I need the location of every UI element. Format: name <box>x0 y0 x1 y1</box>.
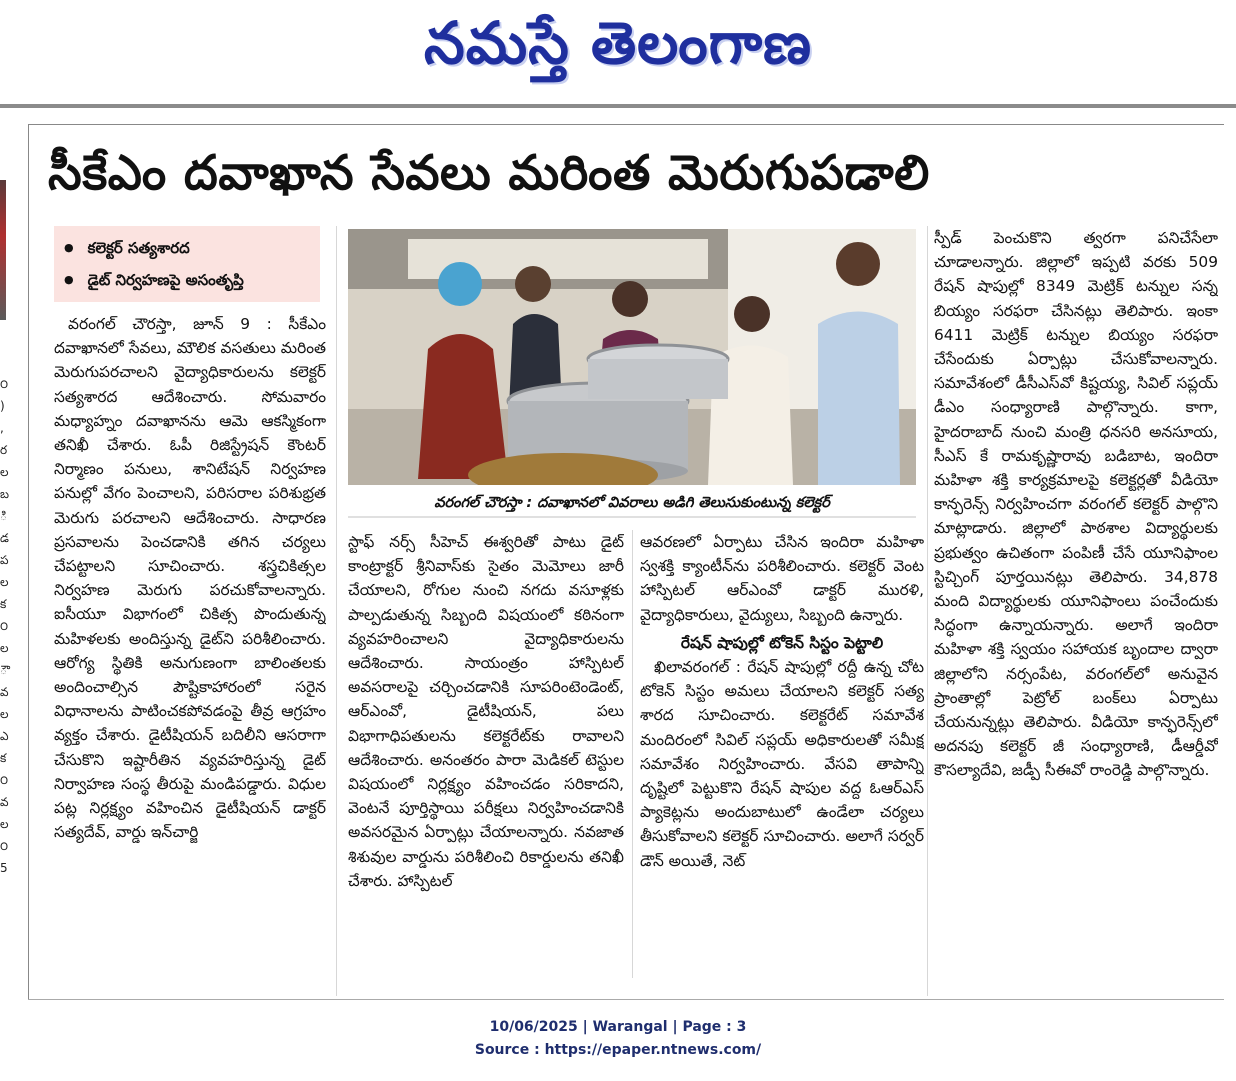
column-text: ఖిలావరంగల్ : రేషన్ షాపుల్లో రద్దీ ఉన్న చోట టోకెన్ సిస్టం అమలు చేయాలని కలెక్టర్ సత్య శారద సూచించారు. కలెక్టరేట్ సమావేశ మందిరంలో సివిల్ సప్లయ్ అధికారులతో సమీక్ష సమావేశం నిర్వహించారు. వేసవి తాపాన్ని దృష్టిలో పెట్టుకొని రేషన్ షాపుల వద్ద ఓఆర్ఎస్ ప్యాకెట్లను అందుబాటులో ఉండేలా చర్యలు తీసుకోవాలని కలెక్టర్ సూచించారు. అలాగే సర్వర్ డౌన్ అయితే, నెట్ <box>640 658 924 870</box>
margin-mark: ౦ <box>0 377 9 391</box>
footer-source-line: Source : https://epaper.ntnews.com/ <box>474 1042 762 1058</box>
masthead <box>0 0 1236 100</box>
photo-illustration <box>348 229 916 485</box>
margin-mark: బ <box>0 487 10 501</box>
column-text: స్టాఫ్ నర్స్ సీహెచ్ ఈశ్వరితో పాటు డైట్ కాంట్రాక్టర్ శ్రీనివాస్‌కు సైతం మెమోలు జారీ చేయాలని, రోగుల నుంచి నగదు వసూళ్లకు పాల్పడుతున్న సిబ్బంది విషయంలో కఠినంగా వ్యవహరించాలని వైద్యాధికారులను ఆదేశించారు. సాయంత్రం హాస్పిటల్ అవసరాలపై చర్చించడానికి సూపరింటెండెంట్, ఆర్‌ఎంవో, డైటీషియన్, పలు విభాగాధిపతులను కలెక్టరేట్‌కు రావాలని ఆదేశించారు. అనంతరం పారా మెడికల్ టెస్టుల విషయంలో నిర్లక్ష్యం వహించడం సరికాదని, వెంటనే పూర్తిస్థాయి పరీక్షలు నిర్వహించడానికి అవసరమైన ఏర్పాట్లు చేయాలన్నారు. నవజాత శిశువుల వార్డును పరిశీలించి రికార్డులను తనిఖీ చేశారు. హాస్పిటల్ <box>348 533 624 890</box>
margin-mark: ౌ <box>0 663 7 677</box>
margin-mark: ల <box>0 465 9 479</box>
column-divider <box>927 226 928 996</box>
photo-caption: వరంగల్ చౌరస్తా : దవాఖానలో వివరాలు అడిగి తెలుసుకుంటున్న కలెక్టర్ <box>348 488 916 518</box>
column-divider <box>336 226 337 996</box>
margin-mark: ఎ <box>0 729 9 743</box>
margin-mark: ప <box>0 553 9 567</box>
adjacent-column-edge <box>0 370 10 990</box>
margin-mark: ల <box>0 575 9 589</box>
newspaper-logo: నమస్తే తెలంగాణ <box>424 8 812 77</box>
article-column-2 <box>348 530 624 978</box>
column-text: వరంగల్ చౌరస్తా, జూన్ 9 : సీకేఎం దవాఖానలో సేవలు, మౌలిక వసతులు మరింత మెరుగుపరచాలని వైద్యాధికారులను కలెక్టర్ సత్యశారద ఆదేశించారు. సోమవారం మధ్యాహ్నం దవాఖానను ఆమె ఆకస్మికంగా తనిఖీ చేశారు. ఓపీ రిజిస్ట్రేషన్ కౌంటర్ నిర్మాణం పనులు, శానిటేషన్ నిర్వహణ పనుల్లో వేగం పెంచాలని, పరిసరాల పరిశుభ్రత మెరుగు పరచాలని ఆదేశించారు. సాధారణ ప్రసవాలను పెంచడానికి తగిన చర్యలు చేపట్టాలని సూచించారు. శస్త్రచికిత్సల నిర్వహణ మెరుగు పరచుకోవాలన్నారు. ఐసీయూ విభాగంలో చికిత్స పొందుతున్న మహిళలకు అందిస్తున్న డైట్‌ని పరిశీలించారు. ఆరోగ్య స్థితికి అనుగుణంగా బాలింతలకు అందించాల్సిన పౌష్టికాహారంలో సరైన విధానాలను పాటించకపోవడంపై తీవ్ర ఆగ్రహం వ్యక్తం చేశారు. డైటీషియన్ బదిలీని ఆసరాగా చేసుకొని ఇష్టారీతిన వ్యవహరిస్తున్న డైట్ నిర్వాహణ సంస్థ తీరుపై మండిపడ్డారు. విధుల పట్ల నిర్లక్ష్యం వహించిన డైటీషియన్ డాక్టర్ సత్యదేవ్, వార్డు ఇన్‌చార్జి <box>54 315 326 842</box>
article-column-1 <box>54 312 326 996</box>
margin-mark: ల <box>0 817 9 831</box>
margin-mark: వ <box>0 685 9 699</box>
column-text: స్పీడ్ పెంచుకొని త్వరగా పనిచేసేలా చూడాలన్నారు. జిల్లాలో ఇప్పటి వరకు 509 రేషన్ షాపుల్లో 8349 మెట్రిక్ టన్నుల సన్న బియ్యం సరఫరా చేసినట్లు తెలిపారు. ఇంకా 6411 మెట్రిక్ టన్నుల బియ్యం సరఫరా చేసేందుకు ఏర్పాట్లు చేసుకోవాలన్నారు. సమావేశంలో డీసీఎస్‌వో కిష్టయ్య, సివిల్ సప్లయ్ డీఎం సంధ్యారాణి పాల్గొన్నారు. కాగా, హైదరాబాద్ నుంచి మంత్రి ధనసరి అనసూయ, సీఎస్ కే రామకృష్ణారావు బడిబాట, ఇందిరా మహిళా శక్తి కార్యక్రమాలపై కలెక్టర్లతో వీడియో కాన్ఫరెన్స్ నిర్వహించగా వరంగల్ కలెక్టర్ పాల్గొని మాట్లాడారు. జిల్లాలో పాఠశాల విద్యార్థులకు ప్రభుత్వం ఉచితంగా పంపిణీ చేసే యూనిఫాంల స్టిచ్చింగ్ పూర్తయినట్లు తెలిపారు. 34,878 మంది విద్యార్థులకు యూనిఫాంలు పంచేందుకు సిద్ధంగా ఉన్నాయన్నారు. అలాగే ఇందిరా మహిళా శక్తి స్వయం సహాయక బృందాల ద్వారా జిల్లాలోని నర్సంపేట, వరంగల్‌లో అనువైన ప్రాంతాల్లో పెట్రోల్ బంక్‌లు ఏర్పాటు చేయనున్నట్లు తెలిపారు. వీడియో కాన్ఫరెన్స్‌లో అదనపు కలెక్టర్ జీ సంధ్యారాణి, డీఆర్డీవో కౌసల్యాదేవి, జడ్పీ సీఈవో రాంరెడ్డి పాల్గొన్నారు. <box>934 229 1218 780</box>
masthead-rule <box>0 104 1236 108</box>
margin-mark: ి <box>0 509 7 523</box>
article-photo <box>348 229 916 485</box>
highlight-item: ● డైట్ నిర్వహణపై అసంతృప్తి <box>64 264 310 296</box>
article-frame-top <box>28 124 1224 125</box>
article-headline: సీకేఎం దవాఖాన సేవలు మరింత మెరుగుపడాలి <box>48 145 930 201</box>
margin-mark: ౦ <box>0 619 9 633</box>
column-text: ఆవరణలో ఏర్పాటు చేసిన ఇందిరా మహిళా స్వశక్తి క్యాంటీన్‌ను పరిశీలించారు. కలెక్టర్ వెంట హాస్పిటల్ ఆర్‌ఎంవో డాక్టర్ మురళి, వైద్యాధికారులు, వైద్యులు, సిబ్బంది ఉన్నారు. <box>640 533 924 624</box>
margin-mark: క <box>0 751 7 765</box>
margin-mark: ) <box>0 399 5 413</box>
article-frame-bottom <box>28 999 1224 1000</box>
margin-mark: ల <box>0 641 9 655</box>
article-column-4 <box>934 226 1218 978</box>
margin-mark: వ <box>0 795 9 809</box>
margin-mark: క <box>0 597 7 611</box>
margin-mark: డ <box>0 531 9 545</box>
margin-mark: ర <box>0 443 8 457</box>
article-frame-left <box>28 124 29 1000</box>
margin-mark: ౦ <box>0 773 9 787</box>
article-column-3 <box>640 530 924 978</box>
margin-mark: , <box>0 421 4 435</box>
margin-mark: ౦ <box>0 839 9 853</box>
highlights-box <box>54 226 320 302</box>
column-divider <box>632 530 633 978</box>
margin-mark: ల <box>0 707 9 721</box>
sub-headline: రేషన్ షాపుల్లో టోకెన్ సిస్టం పెట్టాలి <box>680 633 884 652</box>
margin-mark: 5 <box>0 861 8 875</box>
highlight-item: ● కలెక్టర్ సత్యశారద <box>64 232 310 264</box>
footer-date-line: 10/06/2025 | Warangal | Page : 3 <box>489 1019 747 1035</box>
adjacent-article-photo-edge <box>0 180 6 320</box>
